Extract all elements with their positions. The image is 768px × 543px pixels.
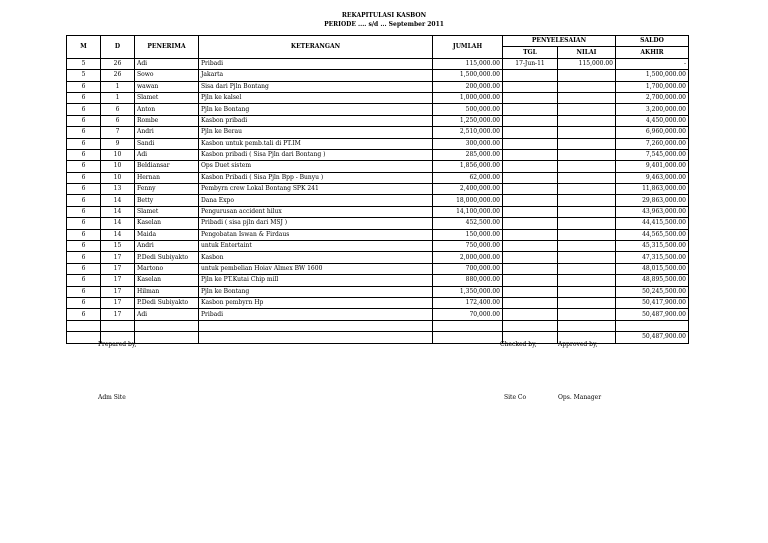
cell-day: 14 — [101, 195, 135, 206]
empty-cell — [199, 320, 433, 331]
empty-cell — [135, 320, 199, 331]
table-row — [67, 172, 689, 183]
cell-keterangan: Pribadi ( sisa pjln dari MSJ ) — [199, 218, 433, 229]
cell-penerima: P.Dedi Subiyakto — [135, 252, 199, 263]
empty-cell — [101, 320, 135, 331]
report-period: PERIODE .... s/d ... September 2011 — [324, 21, 444, 28]
cell-tgl — [503, 275, 558, 286]
cell-penerima: Beldiansar — [135, 161, 199, 172]
cell-tgl — [503, 263, 558, 274]
empty-cell — [616, 320, 689, 331]
cell-saldo: 50,487,900.00 — [616, 309, 689, 320]
table-row — [67, 263, 689, 274]
cell-month: 6 — [67, 286, 101, 297]
cell-keterangan: Pjln ke Bontang — [199, 286, 433, 297]
cell-keterangan: Pembyrn crew Lokal Bontang SPK 241 — [199, 184, 433, 195]
table-row — [67, 195, 689, 206]
header-nilai: NILAI — [558, 47, 616, 58]
cell-tgl: 17-Jun-11 — [503, 58, 558, 69]
cell-tgl — [503, 127, 558, 138]
cell-saldo: 4,450,000.00 — [616, 115, 689, 126]
cell-nilai — [558, 70, 616, 81]
cell-jumlah: 2,400,000.00 — [433, 184, 503, 195]
cell-jumlah: 880,000.00 — [433, 275, 503, 286]
cell-nilai — [558, 104, 616, 115]
cell-tgl — [503, 92, 558, 103]
cell-month: 6 — [67, 149, 101, 160]
cell-tgl — [503, 297, 558, 308]
cell-nilai — [558, 161, 616, 172]
empty-cell — [433, 320, 503, 331]
header-month: M — [67, 36, 101, 59]
total-empty-cell — [67, 332, 101, 343]
cell-day: 14 — [101, 218, 135, 229]
cell-month: 6 — [67, 138, 101, 149]
header-day: D — [101, 36, 135, 59]
cell-tgl — [503, 206, 558, 217]
cell-month: 5 — [67, 58, 101, 69]
cell-day: 13 — [101, 184, 135, 195]
cell-month: 6 — [67, 275, 101, 286]
table-row — [67, 286, 689, 297]
cell-saldo: 50,417,900.00 — [616, 297, 689, 308]
cell-jumlah: 200,000.00 — [433, 81, 503, 92]
header-jumlah: JUMLAH — [433, 36, 503, 59]
cell-jumlah: 500,000.00 — [433, 104, 503, 115]
cell-nilai — [558, 275, 616, 286]
cell-penerima: Slamet — [135, 92, 199, 103]
cell-month: 6 — [67, 81, 101, 92]
empty-cell — [558, 320, 616, 331]
cell-jumlah: 1,856,000.00 — [433, 161, 503, 172]
table-row — [67, 149, 689, 160]
cell-month: 6 — [67, 229, 101, 240]
table-row — [67, 115, 689, 126]
report-title: REKAPITULASI KASBON — [341, 12, 427, 19]
cell-penerima: Kaselan — [135, 218, 199, 229]
header-keterangan: KETERANGAN — [199, 36, 433, 59]
cell-day: 1 — [101, 81, 135, 92]
cell-nilai — [558, 92, 616, 103]
cell-saldo: 2,700,000.00 — [616, 92, 689, 103]
cell-penerima: Adi — [135, 149, 199, 160]
cell-saldo: 3,200,000.00 — [616, 104, 689, 115]
cell-penerima: Maida — [135, 229, 199, 240]
cell-day: 17 — [101, 286, 135, 297]
cell-month: 6 — [67, 263, 101, 274]
cell-day: 17 — [101, 297, 135, 308]
cell-day: 14 — [101, 206, 135, 217]
cell-day: 17 — [101, 263, 135, 274]
cell-nilai — [558, 149, 616, 160]
header-tgl: TGL — [503, 47, 558, 58]
cell-month: 6 — [67, 309, 101, 320]
cell-saldo: 48,895,500.00 — [616, 275, 689, 286]
cell-keterangan: Pjln ke Bontang — [199, 104, 433, 115]
cell-nilai: 115,000.00 — [558, 58, 616, 69]
cell-penerima: Martono — [135, 263, 199, 274]
empty-cell — [67, 320, 101, 331]
cell-keterangan: Kasbon Pribadi ( Sisa Pjln Bpp - Bunyu ) — [199, 172, 433, 183]
cell-penerima: P.Dedi Subiyakto — [135, 297, 199, 308]
header-saldo: SALDO — [616, 36, 689, 47]
table-row — [67, 229, 689, 240]
cell-tgl — [503, 184, 558, 195]
cell-day: 9 — [101, 138, 135, 149]
cell-tgl — [503, 81, 558, 92]
cell-keterangan: Kasbon pribadi — [199, 115, 433, 126]
prepared-role: Adm Site — [98, 394, 126, 401]
checked-by-label: Checked by, — [500, 341, 537, 348]
table-row — [67, 309, 689, 320]
cell-day: 14 — [101, 229, 135, 240]
cell-penerima: Rombe — [135, 115, 199, 126]
cell-nilai — [558, 263, 616, 274]
table-row — [67, 218, 689, 229]
cell-tgl — [503, 286, 558, 297]
cell-day: 15 — [101, 241, 135, 252]
cell-saldo: 1,500,000.00 — [616, 70, 689, 81]
cell-nilai — [558, 138, 616, 149]
cell-jumlah: 14,100,000.00 — [433, 206, 503, 217]
table-body — [67, 58, 689, 343]
cell-day: 6 — [101, 104, 135, 115]
cell-saldo: 43,963,000.00 — [616, 206, 689, 217]
cell-nilai — [558, 184, 616, 195]
kasbon-table — [66, 35, 689, 344]
cell-saldo: - — [616, 58, 689, 69]
cell-month: 6 — [67, 206, 101, 217]
cell-keterangan: Pribadi — [199, 309, 433, 320]
cell-day: 7 — [101, 127, 135, 138]
cell-nilai — [558, 115, 616, 126]
cell-nilai — [558, 172, 616, 183]
cell-keterangan: Pjln ke kalsel — [199, 92, 433, 103]
cell-saldo: 45,315,500.00 — [616, 241, 689, 252]
cell-penerima: Sandi — [135, 138, 199, 149]
cell-penerima: wawan — [135, 81, 199, 92]
table-row — [67, 206, 689, 217]
cell-tgl — [503, 138, 558, 149]
cell-keterangan: Pjln ke PT.Kutai Chip mill — [199, 275, 433, 286]
table-row — [67, 252, 689, 263]
cell-month: 6 — [67, 184, 101, 195]
cell-saldo: 9,401,000.00 — [616, 161, 689, 172]
cell-month: 6 — [67, 172, 101, 183]
cell-nilai — [558, 127, 616, 138]
empty-cell — [503, 320, 558, 331]
cell-nilai — [558, 297, 616, 308]
approved-role: Ops. Manager — [558, 394, 602, 401]
cell-jumlah: 18,000,000.00 — [433, 195, 503, 206]
cell-saldo: 7,545,000.00 — [616, 149, 689, 160]
cell-keterangan: Pengobatan Iswan & Firdaus — [199, 229, 433, 240]
cell-day: 17 — [101, 252, 135, 263]
cell-keterangan: Ops Duet sistem — [199, 161, 433, 172]
cell-tgl — [503, 218, 558, 229]
cell-nilai — [558, 241, 616, 252]
cell-keterangan: Kasbon pribadi ( Sisa Pjln dari Bontang ) — [199, 149, 433, 160]
cell-day: 17 — [101, 309, 135, 320]
cell-month: 6 — [67, 127, 101, 138]
cell-day: 6 — [101, 115, 135, 126]
table-row — [67, 127, 689, 138]
cell-penerima: Slamet — [135, 206, 199, 217]
cell-penerima: Hilman — [135, 286, 199, 297]
cell-jumlah: 1,350,000.00 — [433, 286, 503, 297]
prepared-by-label: Prepared by, — [98, 341, 137, 348]
cell-month: 6 — [67, 115, 101, 126]
cell-month: 6 — [67, 195, 101, 206]
cell-tgl — [503, 149, 558, 160]
cell-saldo: 29,863,000.00 — [616, 195, 689, 206]
cell-jumlah: 700,000.00 — [433, 263, 503, 274]
cell-saldo: 7,260,000.00 — [616, 138, 689, 149]
cell-nilai — [558, 195, 616, 206]
table-row — [67, 297, 689, 308]
cell-tgl — [503, 161, 558, 172]
cell-jumlah: 1,000,000.00 — [433, 92, 503, 103]
cell-penerima: Anton — [135, 104, 199, 115]
table-row — [67, 161, 689, 172]
cell-tgl — [503, 104, 558, 115]
cell-penerima: Fenny — [135, 184, 199, 195]
cell-day: 26 — [101, 58, 135, 69]
cell-month: 5 — [67, 70, 101, 81]
cell-day: 17 — [101, 275, 135, 286]
cell-tgl — [503, 70, 558, 81]
cell-saldo: 11,863,000.00 — [616, 184, 689, 195]
table-row — [67, 275, 689, 286]
cell-day: 26 — [101, 70, 135, 81]
cell-keterangan: Pribadi — [199, 58, 433, 69]
cell-tgl — [503, 115, 558, 126]
cell-tgl — [503, 172, 558, 183]
table-row — [67, 70, 689, 81]
cell-day: 1 — [101, 92, 135, 103]
cell-saldo: 48,015,500.00 — [616, 263, 689, 274]
cell-month: 6 — [67, 104, 101, 115]
cell-jumlah: 115,000.00 — [433, 58, 503, 69]
header-penerima: PENERIMA — [135, 36, 199, 59]
cell-keterangan: Kasbon pembyrn Hp — [199, 297, 433, 308]
cell-jumlah: 62,000.00 — [433, 172, 503, 183]
cell-saldo: 50,245,500.00 — [616, 286, 689, 297]
cell-tgl — [503, 195, 558, 206]
approved-by-label: Approved by, — [558, 341, 598, 348]
cell-penerima: Adi — [135, 309, 199, 320]
cell-jumlah: 300,000.00 — [433, 138, 503, 149]
cell-jumlah: 750,000.00 — [433, 241, 503, 252]
cell-penerima: Andri — [135, 241, 199, 252]
cell-month: 6 — [67, 252, 101, 263]
cell-tgl — [503, 252, 558, 263]
cell-day: 10 — [101, 172, 135, 183]
cell-month: 6 — [67, 161, 101, 172]
cell-tgl — [503, 309, 558, 320]
cell-jumlah: 2,510,000.00 — [433, 127, 503, 138]
table-row — [67, 138, 689, 149]
cell-keterangan: Pengurusan accident hilux — [199, 206, 433, 217]
cell-keterangan: Jakarta — [199, 70, 433, 81]
cell-keterangan: Sisa dari Pjln Bontang — [199, 81, 433, 92]
cell-keterangan: Pjln ke Berau — [199, 127, 433, 138]
cell-jumlah: 70,000.00 — [433, 309, 503, 320]
total-empty-cell — [433, 332, 503, 343]
cell-nilai — [558, 81, 616, 92]
cell-jumlah: 1,500,000.00 — [433, 70, 503, 81]
header-akhir: AKHIR — [616, 47, 689, 58]
cell-jumlah: 2,000,000.00 — [433, 252, 503, 263]
total-empty-cell — [199, 332, 433, 343]
cell-nilai — [558, 206, 616, 217]
table-row — [67, 241, 689, 252]
table-row — [67, 58, 689, 69]
cell-nilai — [558, 252, 616, 263]
cell-month: 6 — [67, 218, 101, 229]
cell-month: 6 — [67, 241, 101, 252]
cell-jumlah: 285,000.00 — [433, 149, 503, 160]
cell-keterangan: untuk pembelian Hoiav Almex BW 1600 — [199, 263, 433, 274]
cell-keterangan: Dana Expo — [199, 195, 433, 206]
cell-nilai — [558, 309, 616, 320]
total-saldo: 50,487,900.00 — [616, 332, 689, 343]
cell-nilai — [558, 229, 616, 240]
cell-saldo: 44,565,500.00 — [616, 229, 689, 240]
cell-nilai — [558, 218, 616, 229]
cell-day: 10 — [101, 161, 135, 172]
cell-penerima: Kaselan — [135, 275, 199, 286]
cell-saldo: 1,700,000.00 — [616, 81, 689, 92]
table-row — [67, 81, 689, 92]
total-empty-cell — [135, 332, 199, 343]
cell-day: 10 — [101, 149, 135, 160]
checked-role: Site Co — [504, 394, 527, 401]
cell-penerima: Adi — [135, 58, 199, 69]
cell-saldo: 9,463,000.00 — [616, 172, 689, 183]
cell-jumlah: 452,500.00 — [433, 218, 503, 229]
header-penyelesaian: PENYELESAIAN — [503, 36, 616, 47]
table-row — [67, 104, 689, 115]
empty-row — [67, 320, 689, 331]
cell-tgl — [503, 241, 558, 252]
table-row — [67, 92, 689, 103]
table-row — [67, 184, 689, 195]
cell-penerima: Sowo — [135, 70, 199, 81]
cell-keterangan: Kasbon untuk pemb.tali di PT.IM — [199, 138, 433, 149]
cell-penerima: Andri — [135, 127, 199, 138]
cell-jumlah: 172,400.00 — [433, 297, 503, 308]
cell-saldo: 44,415,500.00 — [616, 218, 689, 229]
cell-penerima: Hernan — [135, 172, 199, 183]
cell-jumlah: 150,000.00 — [433, 229, 503, 240]
cell-saldo: 6,960,000.00 — [616, 127, 689, 138]
cell-keterangan: untuk Entertaint — [199, 241, 433, 252]
cell-nilai — [558, 286, 616, 297]
cell-tgl — [503, 229, 558, 240]
cell-keterangan: Kasbon — [199, 252, 433, 263]
cell-month: 6 — [67, 92, 101, 103]
cell-penerima: Betty — [135, 195, 199, 206]
cell-saldo: 47,315,500.00 — [616, 252, 689, 263]
cell-jumlah: 1,250,000.00 — [433, 115, 503, 126]
cell-month: 6 — [67, 297, 101, 308]
